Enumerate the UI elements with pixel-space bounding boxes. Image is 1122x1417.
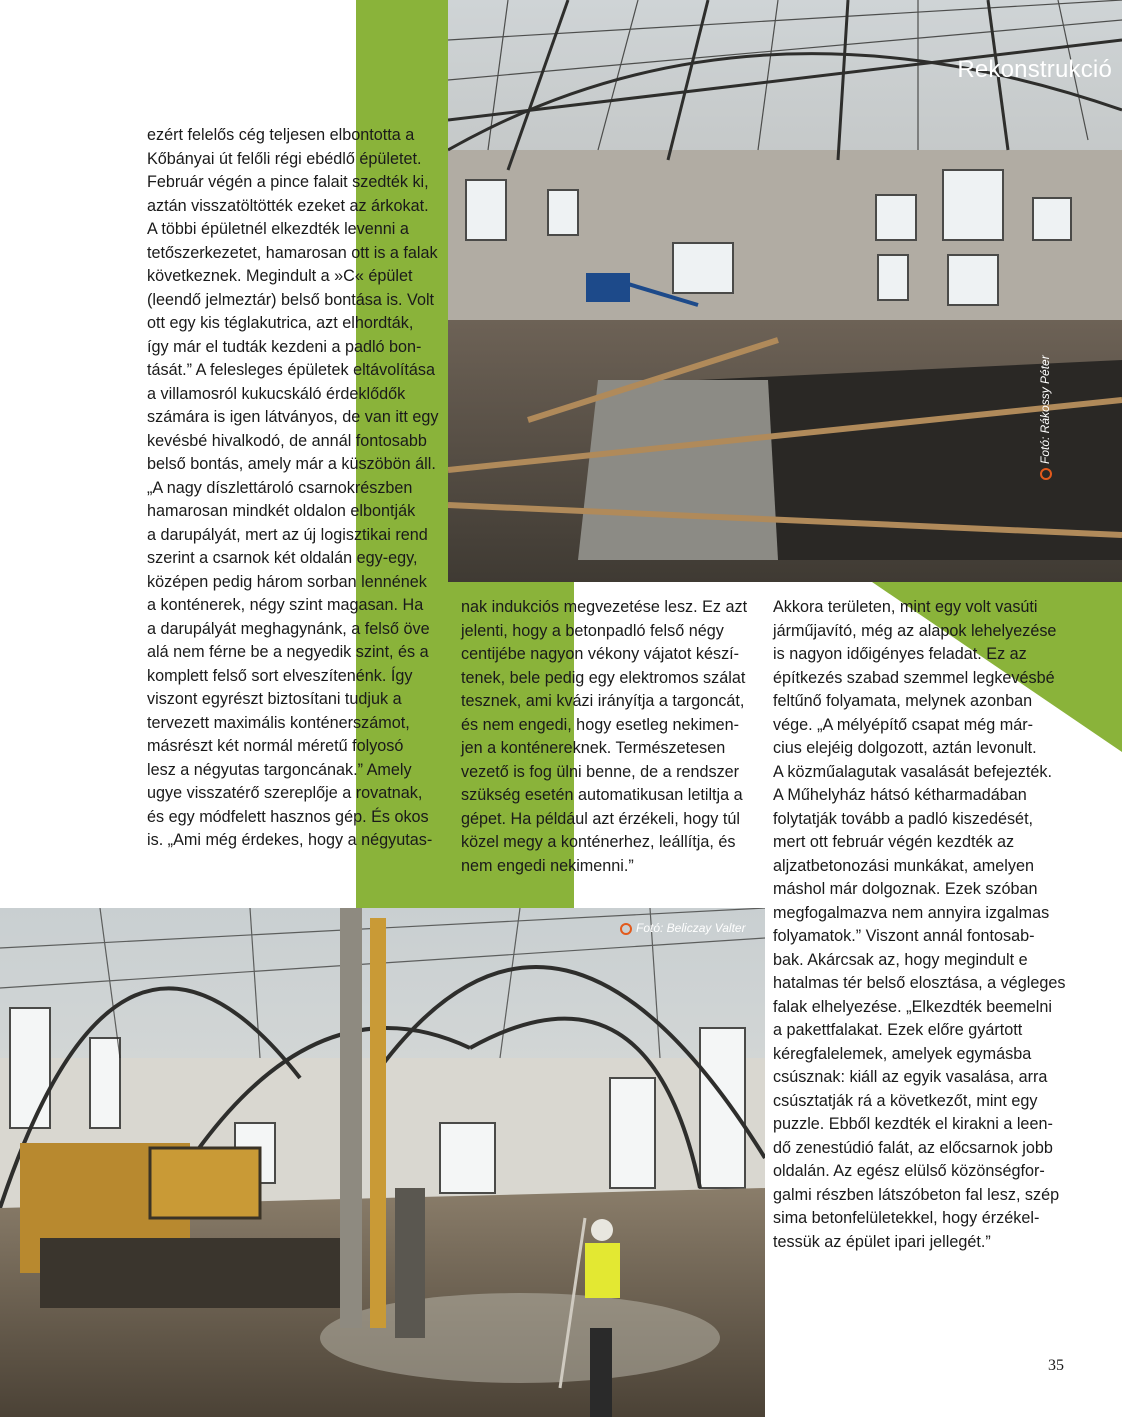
credit-ring-icon	[620, 923, 632, 935]
section-label: Rekonstrukció	[957, 56, 1112, 83]
photo-credit-text: Fotó: Rákossy Péter	[1038, 355, 1052, 464]
photo-credit-text: Fotó: Beliczay Valter	[636, 921, 746, 935]
photo-credit-top	[1038, 355, 1052, 480]
article-column-3: Akkora területen, mint egy volt vasúti járműjavító, még az alapok lehelyezése is nagyon időigényes feladat. Ez az építkezés szabad szemmel legkevésbé feltűnő folyamata, melynek azonban vége. „A mélyépítő csapat még már- cius elejéig dolgozott, aztán levonult. A közműalagutak vasalását befejezték. A Műhelyház hátsó kétharmadában folytatják tovább a padló kiszedését, mert ott február végén kezdték az aljzatbetonozási munkákat, amelyen máshol már dolgoznak. Ezek szóban megfogalmazva nem annyira izgalmas folyamatok.” Viszont annál fontosab- bak. Akárcsak az, hogy megindult e hatalmas tér belső elosztása, a végleges falak elhelyezése. „Elkezdték beemelni a pakettfalakat. Ezek előre gyártott kéregfalelemek, amelyek egymásba csúsznak: kiáll az egyik vasalása, arra csúsztatják rá a következőt, mint egy puzzle. Ebből kezdték el kirakni a leen- dő zenestúdió falát, az előcsarnok jobb oldalán. Az egész elülső közönségfor- galmi részben látszóbeton fal lesz, szép sima betonfelületekkel, hogy érzékel- tessük az épület ipari jellegét.”	[773, 598, 1066, 1251]
photo-drilling-rig	[0, 908, 765, 1417]
photo-hall-excavation	[448, 0, 1122, 582]
photo-credit-bottom	[620, 921, 746, 935]
credit-ring-icon	[1040, 468, 1052, 480]
article-column-2: nak indukciós megvezetése lesz. Ez azt jelenti, hogy a betonpadló felső négy centijébe nagyon vékony vájatot készí- tenek, bele pedig egy elektromos szálat tesznek, ami kvázi irányítja a targoncát, és nem engedi, hogy esetleg nekimen- jen a konténereknek. Természetesen vezető is fog ülni benne, de a rendszer szükség esetén automatikusan letiltja a gépet. Ha például azt érzékeli, hogy túl közel megy a konténerhez, leállítja, és nem engedi nekimenni.”	[461, 598, 748, 875]
page-number: 35	[1048, 1357, 1064, 1374]
article-column-1: ezért felelős cég teljesen elbontotta a Kőbányai út felőli régi ebédlő épületet. Február végén a pince falait szedték ki, aztán visszatöltötték ezeket az árkokat. A többi épületnél elkezdték levenni a tetőszerkezetet, hamarosan ott is a falak következnek. Megindult a »C« épület (leendő jelmeztár) belső bontása is. Volt ott egy kis téglakutrica, azt elhordták, így már el tudták kezdeni a padló bon- tását.” A felesleges épületek eltávolítása a villamosról kukucskáló érdeklődők számára is igen látványos, de van itt egy kevésbé hivalkodó, de annál fontosabb belső bontás, amely már a küszöbön áll. „A nagy díszlettároló csarnokrészben hamarosan mindkét oldalon elbontják a darupályát, mert az új logisztikai rend szerint a csarnok két oldalán egy-egy, középen pedig három sorban lennének a konténerek, négy szint magasan. Ha a darupályát meghagynánk, a felső öve alá nem férne be a negyedik szint, és a komplett felső sort elveszítenénk. Így viszont egyrészt biztosítani tudjuk a tervezett maximális konténerszámot, másrészt két normál méretű folyosó lesz a négyutas targoncának.” Amely ugye visszatérő szereplője a rovatnak, és egy módfelett hasznos gép. És okos is. „Ami még érdekes, hogy a négyutas-	[147, 126, 439, 849]
